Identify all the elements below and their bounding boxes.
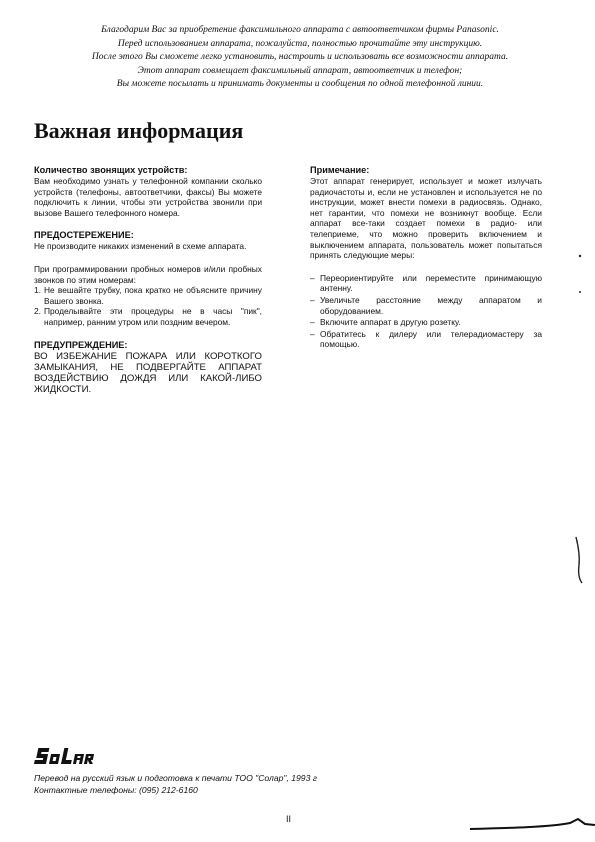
page-number: II xyxy=(286,814,292,824)
scan-artifact-dots xyxy=(575,250,585,300)
note-section xyxy=(310,165,542,261)
list-text: Увеличьте расстояние между аппаратом и оборудованием. xyxy=(320,294,542,316)
list-item xyxy=(310,273,542,294)
footer-translation: Перевод на русский язык и подготовка к печати ТОО "Солар", 1993 г xyxy=(34,773,317,783)
list-item xyxy=(310,317,542,328)
caution-text: Не производите никаких изменений в схеме аппарата. xyxy=(34,241,247,252)
caution-section xyxy=(34,230,262,252)
list-number: 2. xyxy=(34,306,41,317)
note-text: Этот аппарат генерирует, использует и может излучать радиочастоты и, если не установлен и используется не по инструкции, может внести помехи в радиосвязь. Однако, нет гарантии, что помехи не возникнут вообще. Если аппарат все-таки создает помехи в радио- или телеприеме, что можно проверить включением и выключением аппарата, пользователь может попытаться принять следующие меры: xyxy=(310,176,542,261)
list-text: Обратитесь к дилеру или телерадиомастеру за помощью. xyxy=(320,328,542,350)
footer-contacts: Контактные телефоны: (095) 212-6160 xyxy=(34,785,198,795)
ringers-text: Вам необходимо узнать у телефонной компании сколько устройств (телефоны, автоответчики, факсы) Вы можете подключить к линии, чтобы эти устройства звонили при вызове Вашего телефонного номера. xyxy=(34,176,262,218)
ringers-section xyxy=(34,165,262,218)
warning-heading: ПРЕДУПРЕЖДЕНИЕ: xyxy=(34,339,128,350)
left-column xyxy=(34,165,262,407)
scan-artifact-mark xyxy=(572,535,586,585)
caution-heading: ПРЕДОСТЕРЕЖЕНИЕ: xyxy=(34,230,134,241)
dash-bullet: – xyxy=(310,317,315,328)
list-text: Включите аппарат в другую розетку. xyxy=(320,317,461,328)
list-item xyxy=(310,295,542,316)
footer xyxy=(34,772,317,796)
measures-list xyxy=(310,273,542,350)
list-item xyxy=(310,329,542,350)
scan-artifact-edge xyxy=(470,815,595,835)
intro-line: После этого Вы сможете легко установить, настроить и использовать все возможности аппарата. xyxy=(91,52,509,62)
intro-line: Этот аппарат совмещает факсимильный аппарат, автоответчик и телефон; xyxy=(137,65,463,76)
test-calls-section xyxy=(34,264,262,328)
list-text: Не вешайте трубку, пока кратко не объясните причину Вашего звонка. xyxy=(44,285,262,306)
note-heading: Примечание: xyxy=(310,165,370,175)
page-title: Важная информация xyxy=(34,118,244,143)
right-column xyxy=(310,165,542,350)
list-item xyxy=(34,285,262,306)
dash-bullet: – xyxy=(310,328,315,339)
test-calls-intro: При программировании пробных номеров и/или пробных звонков по этим номерам: xyxy=(34,263,262,285)
dash-bullet: – xyxy=(310,272,315,283)
warning-text: ВО ИЗБЕЖАНИЕ ПОЖАРА ИЛИ КОРОТКОГО ЗАМЫКАНИЯ, НЕ ПОДВЕРГАЙТЕ АППАРАТ ВОЗДЕЙСТВИЮ ДОЖДЯ ИЛИ КАКОЙ-ЛИБО ЖИДКОСТИ. xyxy=(34,350,262,396)
list-item xyxy=(34,306,262,327)
intro-line: Перед использованием аппарата, пожалуйста, полностью прочитайте эту инструкцию. xyxy=(117,38,483,49)
solar-logo xyxy=(34,745,94,767)
warning-section xyxy=(34,340,262,396)
intro-text xyxy=(30,24,570,92)
list-number: 1. xyxy=(34,285,41,296)
list-text: Переориентируйте или переместите принимающую антенну. xyxy=(320,272,542,294)
intro-line: Вы можете посылать и принимать документы и сообщения по одной телефонной линии. xyxy=(116,79,484,89)
dash-bullet: – xyxy=(310,294,315,305)
ringers-heading: Количество звонящих устройств: xyxy=(34,165,188,175)
list-text: Проделывайте эти процедуры не в часы "пик", например, ранним утром или поздним вечером. xyxy=(44,306,262,327)
intro-line: Благодарим Вас за приобретение факсимильного аппарата с автоответчиком фирмы Panasonic. xyxy=(101,25,499,35)
